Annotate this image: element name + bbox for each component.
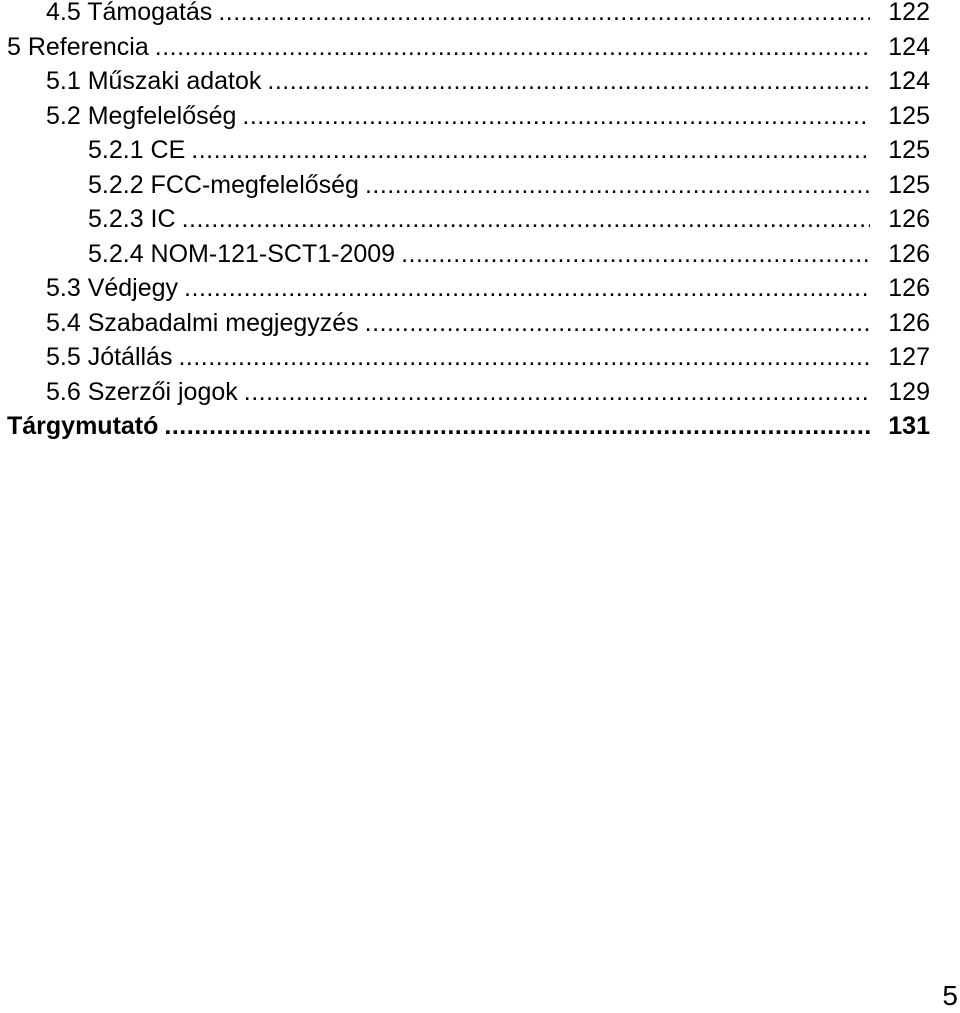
toc-entry-page: 131 — [888, 412, 930, 440]
toc-entry-5-2-2[interactable] — [0, 168, 960, 203]
page-number: 5 — [942, 980, 958, 1011]
toc-label-wrap — [7, 30, 870, 65]
toc-entry-index[interactable] — [0, 409, 960, 444]
toc-leader-dots — [178, 340, 870, 375]
toc-leader-dots — [164, 409, 870, 444]
toc-leader-dots — [155, 30, 870, 65]
toc-label-wrap — [46, 375, 870, 410]
toc-label-wrap — [7, 409, 870, 444]
toc-entry-label: 5.2.2 FCC-megfelelőség — [88, 170, 359, 199]
toc-leader-dots — [401, 237, 870, 272]
toc-entry-label: 4.5 Támogatás — [46, 0, 213, 26]
toc-label-wrap — [88, 133, 870, 168]
toc-label-wrap — [46, 271, 870, 306]
toc-entry-5-2-4[interactable] — [0, 237, 960, 272]
toc-entry-5-2-1[interactable] — [0, 133, 960, 168]
toc-label-wrap — [88, 202, 870, 237]
toc-label-wrap — [46, 64, 870, 99]
toc-entry-page: 125 — [888, 170, 930, 199]
toc-entry-label: 5.2.1 CE — [88, 136, 186, 164]
toc-label-wrap — [46, 0, 870, 30]
toc-entry-5[interactable] — [0, 30, 960, 65]
toc-leader-dots — [191, 133, 870, 168]
toc-entry-5-4[interactable] — [0, 306, 960, 341]
toc-label-wrap — [88, 168, 870, 203]
toc-entry-5-1[interactable] — [0, 64, 960, 99]
toc-entry-page: 127 — [888, 343, 930, 371]
toc-leader-dots — [242, 99, 870, 134]
toc-leader-dots — [244, 375, 870, 410]
toc-label-wrap — [88, 237, 870, 272]
toc-entry-5-3[interactable] — [0, 271, 960, 306]
toc-entry-label: 5.2.4 NOM-121-SCT1-2009 — [88, 239, 396, 268]
toc-entry-page: 126 — [888, 239, 930, 268]
toc-entry-page: 124 — [888, 32, 930, 61]
toc-leader-dots — [182, 202, 870, 237]
toc-label-wrap — [46, 340, 870, 375]
toc-entry-4-5[interactable] — [0, 0, 960, 30]
toc-leader-dots — [267, 64, 870, 99]
toc-entry-label: 5.4 Szabadalmi megjegyzés — [46, 308, 359, 337]
toc-entry-5-6[interactable] — [0, 375, 960, 410]
toc-entry-page: 125 — [888, 101, 930, 130]
toc-entry-label: 5.2.3 IC — [88, 205, 176, 233]
toc-leader-dots — [218, 0, 870, 30]
toc-entry-5-2-3[interactable] — [0, 202, 960, 237]
toc-label-wrap — [46, 306, 870, 341]
toc-entry-label: 5.2 Megfelelőség — [46, 101, 237, 130]
toc-entry-page: 126 — [888, 308, 930, 337]
toc-entry-label: 5.1 Műszaki adatok — [46, 67, 262, 95]
toc-entry-label: 5.5 Jótállás — [46, 343, 173, 371]
toc-entry-page: 126 — [888, 205, 930, 233]
toc-entry-page: 124 — [888, 67, 930, 95]
toc-entry-page: 126 — [888, 274, 930, 302]
toc-entry-page: 125 — [888, 136, 930, 164]
toc-leader-dots — [365, 168, 870, 203]
toc-label-wrap — [46, 99, 870, 134]
toc-leader-dots — [365, 306, 870, 341]
toc-entry-5-2[interactable] — [0, 99, 960, 134]
toc-entry-5-5[interactable] — [0, 340, 960, 375]
toc-entry-label: Tárgymutató — [7, 412, 159, 440]
table-of-contents — [0, 0, 960, 444]
toc-entry-label: 5 Referencia — [7, 32, 149, 61]
toc-leader-dots — [184, 271, 870, 306]
toc-entry-page: 122 — [888, 0, 930, 26]
toc-entry-label: 5.3 Védjegy — [46, 274, 179, 302]
toc-entry-page: 129 — [888, 377, 930, 406]
toc-entry-label: 5.6 Szerzői jogok — [46, 377, 238, 406]
